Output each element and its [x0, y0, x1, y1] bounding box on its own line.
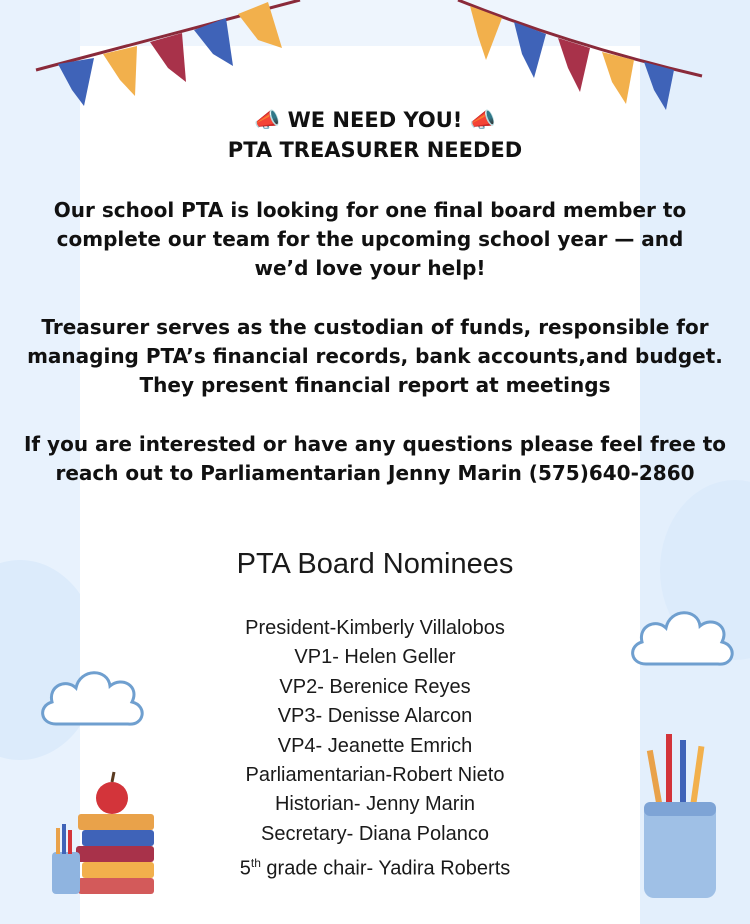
pennant	[238, 2, 282, 48]
nominee-secretary: Secretary- Diana Polanco	[261, 822, 489, 845]
nominee-parliamentarian: Parliamentarian-Robert Nieto	[245, 763, 505, 786]
pennant	[644, 62, 674, 110]
grade-ordinal: th	[250, 856, 261, 871]
nominee-vp1: VP1- Helen Geller	[294, 646, 456, 669]
nominee-president: President-Kimberly Villalobos	[245, 617, 505, 639]
paragraph-treasurer-role: Treasurer serves as the custodian of funds, responsible for managing PTA’s financial records, bank accounts,and budget. They present financial report at meetings	[27, 315, 723, 397]
nominees-title: PTA Board Nominees	[236, 548, 514, 580]
megaphone-icon: 📣	[254, 108, 281, 132]
headline-text: WE NEED YOU!	[287, 108, 463, 132]
grade-chair-name: grade chair- Yadira Roberts	[260, 857, 511, 880]
paragraph-intro: Our school PTA is looking for one final board member to complete our team for the upcoming school year — and we’d love your help!	[53, 198, 687, 280]
paragraph-contact: If you are interested or have any questions please feel free to reach out to Parliamentarian Jenny Marin (575)640-2860	[23, 432, 727, 485]
pennant	[602, 52, 634, 104]
cloud-icon	[624, 600, 744, 682]
headline-block	[0, 105, 750, 165]
nominee-vp4: VP4- Jeanette Emrich	[277, 734, 473, 757]
subheadline: PTA TREASURER NEEDED	[227, 138, 523, 162]
cloud-icon	[34, 662, 154, 742]
nominee-vp2: VP2- Berenice Reyes	[279, 675, 471, 698]
nominee-vp3: VP3- Denisse Alarcon	[277, 705, 473, 728]
pennant	[58, 58, 94, 106]
pennant	[150, 33, 186, 82]
megaphone-icon: 📣	[469, 108, 496, 132]
headline-row	[0, 105, 750, 135]
nominee-historian: Historian- Jenny Marin	[274, 793, 476, 816]
grade-number: 5	[239, 857, 251, 880]
pennant	[103, 46, 137, 96]
bunting-right	[450, 0, 750, 110]
books-apple-icon	[48, 768, 158, 898]
pencil-jar-icon	[640, 730, 720, 900]
bunting-left	[0, 0, 330, 110]
